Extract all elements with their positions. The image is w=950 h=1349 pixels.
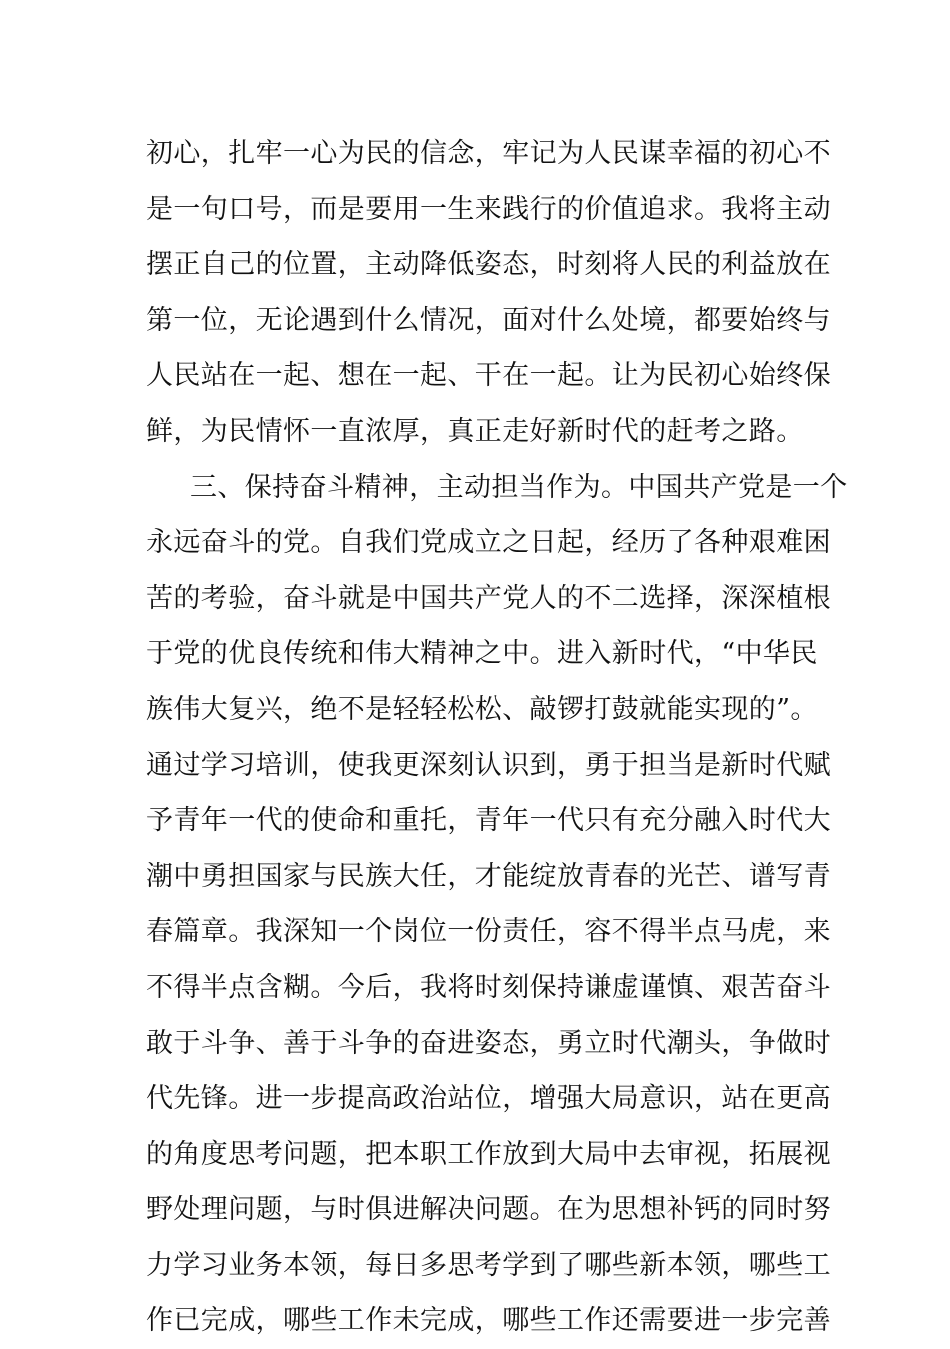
text-line: 的角度思考问题，把本职工作放到大局中去审视，拓展视: [146, 1138, 831, 1170]
text-line: 敢于斗争、善于斗争的奋进姿态，勇立时代潮头，争做时: [146, 1027, 831, 1059]
text-line: 不得半点含糊。今后，我将时刻保持谦虚谨慎、艰苦奋斗: [146, 971, 831, 1003]
text-line: 代先锋。进一步提高政治站位，增强大局意识，站在更高: [146, 1083, 831, 1115]
text-line: 苦的考验，奋斗就是中国共产党人的不二选择，深深植根: [146, 582, 831, 614]
text-line: 春篇章。我深知一个岗位一份责任，容不得半点马虎，来: [146, 916, 831, 948]
text-line: 人民站在一起、想在一起、干在一起。让为民初心始终保: [146, 360, 831, 392]
text-line: 野处理问题，与时俱进解决问题。在为思想补钙的同时努: [146, 1194, 831, 1226]
text-line: 予青年一代的使命和重托，青年一代只有充分融入时代大: [146, 805, 831, 837]
text-line: 作已完成，哪些工作未完成，哪些工作还需要进一步完善: [146, 1305, 831, 1337]
text-line: 是一句口号，而是要用一生来践行的价值追求。我将主动: [146, 193, 831, 225]
text-line: 第一位，无论遇到什么情况，面对什么处境，都要始终与: [146, 304, 831, 336]
text-line: 摆正自己的位置，主动降低姿态，时刻将人民的利益放在: [146, 249, 831, 281]
text-line: 于党的优良传统和伟大精神之中。进入新时代，“中华民: [146, 638, 818, 670]
text-line: 永远奋斗的党。自我们党成立之日起，经历了各种艰难困: [146, 527, 831, 559]
text-line: 通过学习培训，使我更深刻认识到，勇于担当是新时代赋: [146, 749, 831, 781]
body-text: [146, 126, 848, 1349]
section-heading-line: 三、保持奋斗精神，主动担当作为。中国共产党是一个: [190, 471, 848, 503]
text-line: 族伟大复兴，绝不是轻轻松松、敲锣打鼓就能实现的”。: [146, 693, 818, 725]
text-line: 鲜，为民情怀一直浓厚，真正走好新时代的赶考之路。: [146, 415, 804, 447]
text-line: 初心，扎牢一心为民的信念，牢记为人民谋幸福的初心不: [146, 138, 831, 169]
text-line: 力学习业务本领，每日多思考学到了哪些新本领，哪些工: [146, 1249, 831, 1281]
text-line: 潮中勇担国家与民族大任，才能绽放青春的光芒、谱写青: [146, 860, 831, 892]
